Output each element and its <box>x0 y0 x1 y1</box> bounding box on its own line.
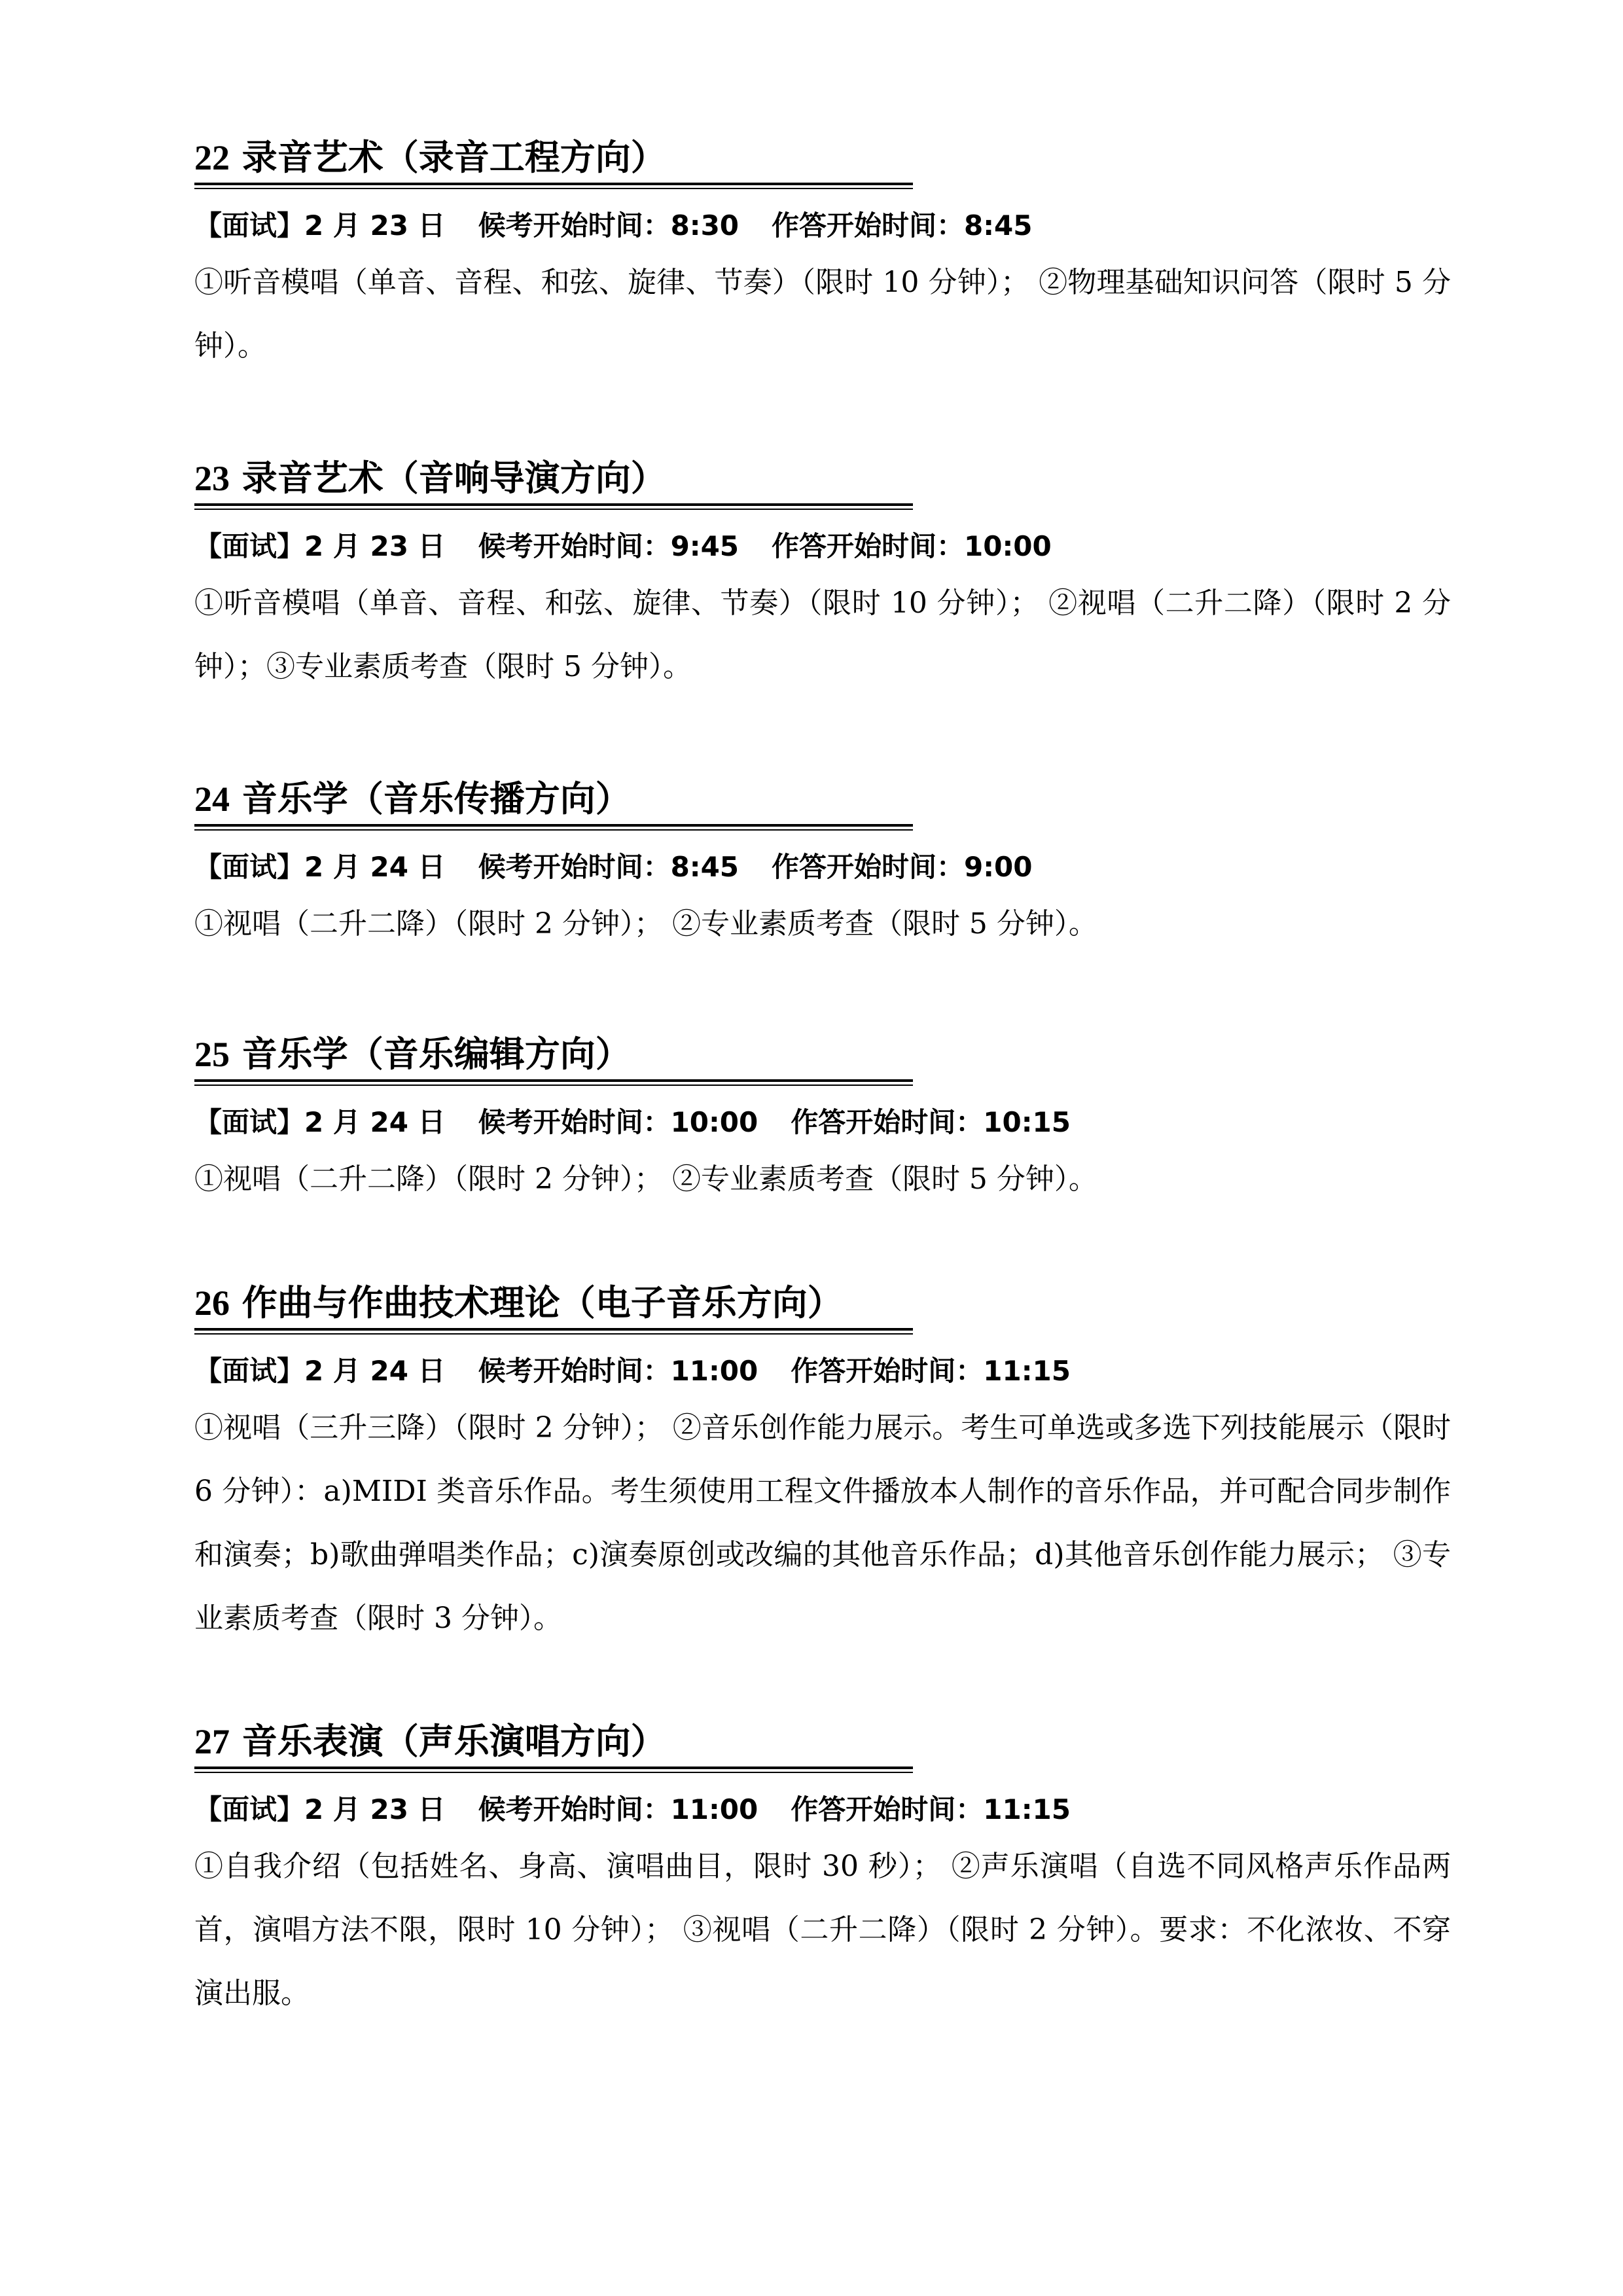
exam-content: ①自我介绍（包括姓名、身高、演唱曲目，限时 30 秒）； ②声乐演唱（自选不同风格声乐作品两首，演唱方法不限，限时 10 分钟）； ③视唱（二升二降）（限时 2 分钟）。要求：不化浓妆、不穿演出服。 <box>194 1850 1451 2010</box>
exam-date: 2 月 24 日 <box>304 1106 446 1138</box>
interview-tag: 【面试】 <box>194 1106 305 1138</box>
schedule-line <box>194 1790 1451 1829</box>
section-number: 22 <box>194 138 230 177</box>
rule-thin-line <box>194 1333 913 1335</box>
answer-time: 作答开始时间：9:00 <box>772 851 1033 883</box>
rule-thin-line <box>194 509 913 510</box>
exam-date: 2 月 23 日 <box>304 209 446 242</box>
section-title: 录音艺术（录音工程方向） <box>230 136 666 178</box>
section-heading <box>194 1718 1451 1764</box>
heading-double-rule <box>194 1079 913 1086</box>
section-heading <box>194 1280 1451 1325</box>
rule-thick-line <box>194 824 913 827</box>
schedule-line <box>194 1352 1451 1391</box>
interview-tag: 【面试】 <box>194 209 305 242</box>
heading-double-rule <box>194 824 913 831</box>
section-title: 作曲与作曲技术理论（电子音乐方向） <box>230 1282 843 1323</box>
section-number: 27 <box>194 1722 230 1761</box>
answer-time: 作答开始时间：10:00 <box>772 530 1052 562</box>
section-title: 音乐表演（声乐演唱方向） <box>230 1720 666 1762</box>
answer-time: 作答开始时间：11:15 <box>791 1355 1071 1387</box>
rule-thick-line <box>194 1328 913 1331</box>
answer-time: 作答开始时间：10:15 <box>791 1106 1071 1138</box>
exam-content: ①视唱（二升二降）（限时 2 分钟）； ②专业素质考查（限时 5 分钟）。 <box>194 1162 1097 1196</box>
section-number: 23 <box>194 459 230 498</box>
answer-time: 作答开始时间：8:45 <box>772 209 1033 242</box>
section-number: 25 <box>194 1035 230 1074</box>
rule-thin-line <box>194 829 913 831</box>
interview-tag: 【面试】 <box>194 530 305 562</box>
section-27 <box>194 1718 1451 2025</box>
section-heading <box>194 776 1451 821</box>
section-title: 录音艺术（音响导演方向） <box>230 457 666 499</box>
section-title: 音乐学（音乐传播方向） <box>230 778 631 819</box>
schedule-line <box>194 206 1451 245</box>
section-26 <box>194 1280 1451 1650</box>
exam-date: 2 月 24 日 <box>304 1355 446 1387</box>
section-number: 24 <box>194 780 230 819</box>
checkin-time: 候考开始时间：8:45 <box>478 851 740 883</box>
rule-thick-line <box>194 1079 913 1082</box>
checkin-time: 候考开始时间：10:00 <box>478 1106 758 1138</box>
section-number: 26 <box>194 1283 230 1323</box>
interview-tag: 【面试】 <box>194 1355 305 1387</box>
section-23 <box>194 455 1451 698</box>
heading-double-rule <box>194 1767 913 1773</box>
exam-content: ①听音模唱（单音、音程、和弦、旋律、节奏）（限时 10 分钟）； ②视唱（二升二降）（限时 2 分钟）；③专业素质考查（限时 5 分钟）。 <box>194 586 1451 683</box>
exam-date: 2 月 24 日 <box>304 851 446 883</box>
heading-double-rule <box>194 183 913 189</box>
rule-thin-line <box>194 1772 913 1773</box>
rule-thin-line <box>194 1085 913 1086</box>
section-22 <box>194 134 1451 378</box>
exam-date: 2 月 23 日 <box>304 530 446 562</box>
exam-content: ①视唱（三升三降）（限时 2 分钟）； ②音乐创作能力展示。考生可单选或多选下列技能展示（限时 6 分钟）：a)MIDI 类音乐作品。考生须使用工程文件播放本人制作的音乐作品，并可配合同步制作和演奏；b)歌曲弹唱类作品；c)演奏原创或改编的其他音乐作品；d)其他音乐创作能力展示； ③专业素质考查（限时 3 分钟）。 <box>194 1411 1451 1635</box>
section-24 <box>194 776 1451 956</box>
answer-time: 作答开始时间：11:15 <box>791 1793 1071 1825</box>
schedule-line <box>194 527 1451 566</box>
rule-thick-line <box>194 503 913 506</box>
exam-content: ①听音模唱（单音、音程、和弦、旋律、节奏）（限时 10 分钟）； ②物理基础知识问答（限时 5 分钟）。 <box>194 266 1451 363</box>
section-title: 音乐学（音乐编辑方向） <box>230 1033 631 1075</box>
checkin-time: 候考开始时间：9:45 <box>478 530 740 562</box>
rule-thick-line <box>194 183 913 185</box>
section-heading <box>194 1031 1451 1077</box>
schedule-line <box>194 1103 1451 1142</box>
interview-tag: 【面试】 <box>194 1793 305 1825</box>
checkin-time: 候考开始时间：8:30 <box>478 209 740 242</box>
heading-double-rule <box>194 1328 913 1335</box>
exam-content: ①视唱（二升二降）（限时 2 分钟）； ②专业素质考查（限时 5 分钟）。 <box>194 907 1097 941</box>
checkin-time: 候考开始时间：11:00 <box>478 1793 758 1825</box>
heading-double-rule <box>194 503 913 510</box>
rule-thick-line <box>194 1767 913 1769</box>
section-heading <box>194 134 1451 180</box>
section-25 <box>194 1031 1451 1211</box>
schedule-line <box>194 848 1451 887</box>
section-heading <box>194 455 1451 501</box>
rule-thin-line <box>194 188 913 189</box>
checkin-time: 候考开始时间：11:00 <box>478 1355 758 1387</box>
interview-tag: 【面试】 <box>194 851 305 883</box>
exam-date: 2 月 23 日 <box>304 1793 446 1825</box>
